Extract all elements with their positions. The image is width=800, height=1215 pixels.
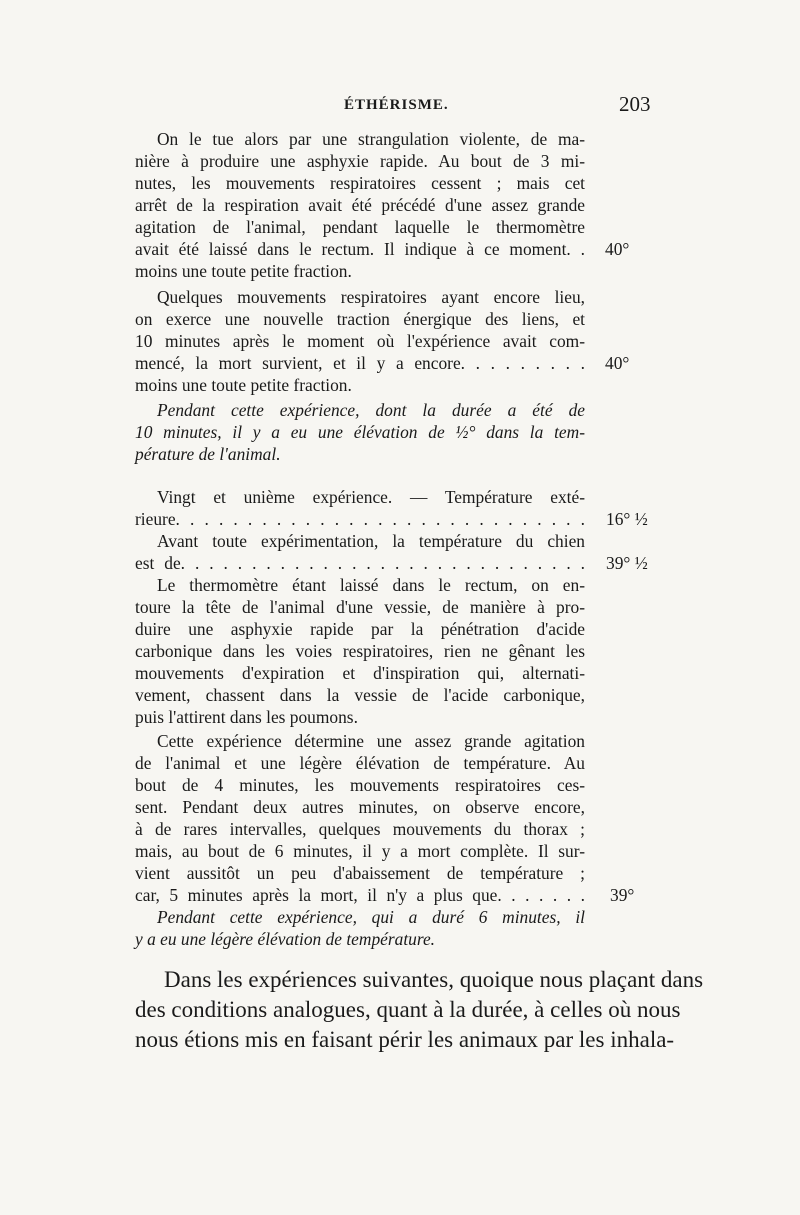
text-line: duire une asphyxie rapide par la pénétration d'acide xyxy=(135,619,585,639)
text-line: mais, au bout de 6 minutes, il y a mort complète. Il sur- xyxy=(135,841,585,861)
text-line: nutes, les mouvements respiratoires cessent ; mais cet xyxy=(135,173,585,193)
temperature-value: 40° xyxy=(605,353,630,373)
text-line: carbonique dans les voies respiratoires, rien ne gênant les xyxy=(135,641,585,661)
text-line-large: Dans les expériences suivantes, quoique nous plaçant dans xyxy=(164,967,704,992)
text-line-italic: pérature de l'animal. xyxy=(135,444,281,464)
text-line-italic: Pendant cette expérience, dont la durée a été de xyxy=(157,400,585,420)
text-line: bout de 4 minutes, les mouvements respiratoires ces- xyxy=(135,775,585,795)
text-line: Quelques mouvements respiratoires ayant encore lieu, xyxy=(157,287,585,307)
text-line: puis l'attirent dans les poumons. xyxy=(135,707,358,727)
text-line-italic: y a eu une légère élévation de température. xyxy=(135,929,436,949)
text-line-large: des conditions analogues, quant à la durée, à celles où nous xyxy=(135,997,681,1022)
text-line: car, 5 minutes après la mort, il n'y a plus que. . . . . . . xyxy=(135,885,585,905)
text-line: on exerce une nouvelle traction énergique des liens, et xyxy=(135,309,585,329)
text-line: est de. . . . . . . . . . . . . . . . . . . . . . . . . . . . . xyxy=(135,553,585,573)
text-line: On le tue alors par une strangulation violente, de ma- xyxy=(157,129,585,149)
text-line: Avant toute expérimentation, la température du chien xyxy=(157,531,585,551)
running-header: ÉTHÉRISME. xyxy=(344,97,449,113)
temperature-value: 39° xyxy=(610,885,635,905)
text-line: de l'animal et une légère élévation de température. Au xyxy=(135,753,585,773)
experiment-heading: Vingt et unième expérience. — Température exté- xyxy=(157,487,585,507)
text-line: 10 minutes après le moment où l'expérience avait com- xyxy=(135,331,585,351)
text-line: avait été laissé dans le rectum. Il indique à ce moment. . xyxy=(135,239,585,259)
text-line: agitation de l'animal, pendant laquelle le thermomètre xyxy=(135,217,585,237)
temperature-value: 39° ½ xyxy=(606,553,648,573)
text-line: moins une toute petite fraction. xyxy=(135,375,352,395)
text-line-italic: 10 minutes, il y a eu une élévation de ½° dans la tem- xyxy=(135,422,585,442)
text-line-large: nous étions mis en faisant périr les animaux par les inhala- xyxy=(135,1027,675,1052)
text-line: toure la tête de l'animal d'une vessie, de manière à pro- xyxy=(135,597,585,617)
text-line: vient aussitôt un peu d'abaissement de température ; xyxy=(135,863,585,883)
text-line: à de rares intervalles, quelques mouvements du thorax ; xyxy=(135,819,585,839)
text-line: Cette expérience détermine une assez grande agitation xyxy=(157,731,585,751)
temperature-value: 16° ½ xyxy=(606,509,648,529)
text-line-italic: Pendant cette expérience, qui a duré 6 minutes, il xyxy=(157,907,585,927)
text-line: rieure. . . . . . . . . . . . . . . . . . . . . . . . . . . . . xyxy=(135,509,585,529)
text-line: nière à produire une asphyxie rapide. Au bout de 3 mi- xyxy=(135,151,585,171)
text-line: Le thermomètre étant laissé dans le rectum, on en- xyxy=(157,575,585,595)
text-line: moins une toute petite fraction. xyxy=(135,261,352,281)
text-line: arrêt de la respiration avait été précédé d'une assez grande xyxy=(135,195,585,215)
text-line: mencé, la mort survient, et il y a encore. . . . . . . . . xyxy=(135,353,585,373)
text-line: vement, chassent dans la vessie de l'acide carbonique, xyxy=(135,685,585,705)
text-line: mouvements d'expiration et d'inspiration qui, alternati- xyxy=(135,663,585,683)
page-number: 203 xyxy=(619,92,651,116)
text-line: sent. Pendant deux autres minutes, on observe encore, xyxy=(135,797,585,817)
temperature-value: 40° xyxy=(605,239,630,259)
